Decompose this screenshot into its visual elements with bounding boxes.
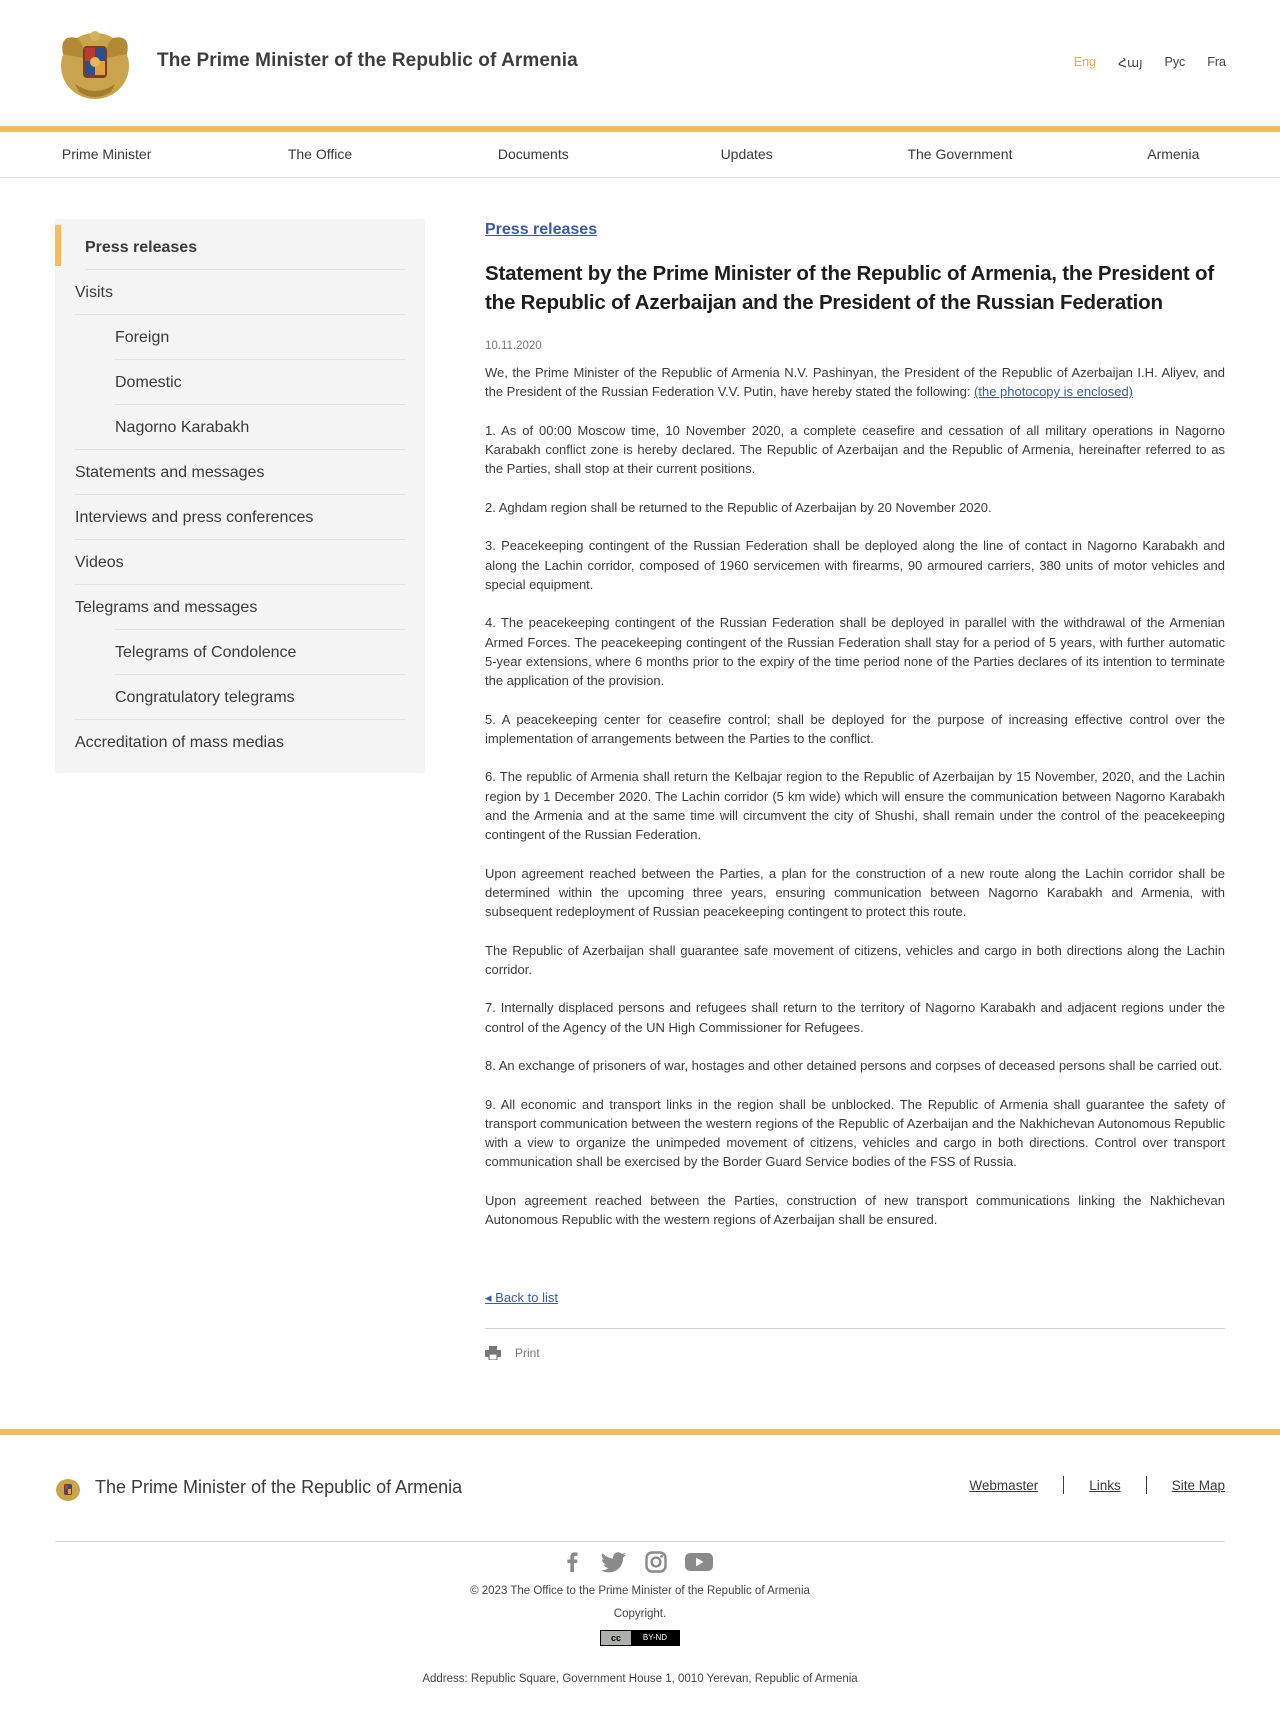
article-date: 10.11.2020 [485, 340, 542, 352]
lang-ru[interactable]: Рус [1164, 55, 1186, 69]
article-paragraph: 4. The peacekeeping contingent of the Russian Federation shall be deployed in parallel with the withdrawal of the Armenian Armed Forces. The peacekeeping contingent of the Russian Federation shall stay for a period of 5 years, with further automatic 5-year extensions, where 6 months prior to the expiry of the time period none of the Parties declares of its intention to terminate the application of the provision. [485, 615, 1225, 688]
nav-prime-minister[interactable]: Prime Minister [61, 146, 152, 162]
nav-the-government[interactable]: The Government [907, 146, 1013, 162]
youtube-icon[interactable] [684, 1550, 714, 1574]
sidebar-item-label: Foreign [115, 329, 170, 346]
sidebar-item-domestic[interactable] [55, 360, 425, 405]
sidebar-item-visits[interactable] [55, 270, 425, 315]
copyright-text: © 2023 The Office to the Prime Minister of the Republic of Armenia [470, 1585, 810, 1597]
article-paragraph: The Republic of Azerbaijan shall guarantee safe movement of citizens, vehicles and cargo in both directions along the Lachin corridor. [485, 942, 1225, 977]
instagram-icon[interactable] [644, 1550, 668, 1574]
active-indicator [55, 225, 61, 266]
sidebar-item-label: Videos [75, 554, 124, 571]
sidebar-item-label: Nagorno Karabakh [115, 419, 250, 436]
back-label: Back to list [491, 1290, 558, 1305]
sidebar-item-press-releases[interactable] [55, 225, 425, 270]
photocopy-link[interactable]: (the photocopy is enclosed) [974, 384, 1134, 400]
lang-hy[interactable]: Հայ [1118, 56, 1143, 70]
nav-documents[interactable]: Documents [497, 146, 569, 162]
cc-license-badge[interactable] [600, 1630, 680, 1646]
article-intro [485, 363, 1225, 401]
sidebar-item-label: Visits [75, 284, 113, 301]
article-paragraph: 8. An exchange of prisoners of war, hostages and other detained persons and corpses of deceased persons shall be carried out. [485, 1058, 1223, 1074]
sidebar-item-label: Telegrams of Condolence [115, 644, 297, 661]
sidebar-item-label: Press releases [85, 239, 198, 256]
article-body [485, 363, 1225, 1249]
sidebar-item-label: Domestic [115, 374, 182, 391]
article-paragraph: Upon agreement reached between the Parties, a plan for the construction of a new route along the Lachin corridor shall be determined within the upcoming three years, ensuring communication between Nagorno Karabakh and Armenia, with subsequent redeployment of Russian peacekeeping contingent to protect this route. [485, 865, 1225, 919]
address: Address: Republic Square, Government House 1, 0010 Yerevan, Republic of Armenia [422, 1673, 858, 1685]
sidebar [55, 219, 425, 773]
article-paragraph: 7. Internally displaced persons and refugees shall return to the territory of Nagorno Karabakh and adjacent regions under the control of the Agency of the UN High Commissioner for Refugees. [485, 1000, 1225, 1035]
twitter-icon[interactable] [600, 1550, 628, 1574]
article-paragraph: 6. The republic of Armenia shall return the Kelbajar region to the Republic of Azerbaijan by 15 November, 2020, and the Lachin region by 1 December 2020. The Lachin corridor (5 km wide) which will ensure the communication between Nagorno Karabakh and the Armenia and at the same time will circumvent the city of Shushi, shall remain under the control of the peacekeeping contingent of the Russian Federation. [485, 769, 1225, 842]
page-title: Statement by the Prime Minister of the Republic of Armenia, the President of the Republic of Azerbaijan and the President of the Russian Federation [485, 262, 1214, 314]
sidebar-item-videos[interactable] [55, 540, 425, 585]
sidebar-item-label: Telegrams and messages [75, 599, 258, 616]
site-header [0, 0, 1280, 126]
article-paragraph: Upon agreement reached between the Parties, construction of new transport communications linking the Nakhichevan Autonomous Republic with the western regions of Azerbaijan shall be ensured. [485, 1192, 1225, 1228]
main-nav [0, 132, 1280, 178]
article-paragraph: 5. A peacekeeping center for ceasefire control; shall be deployed for the purpose of increasing effective control over the implementation of arrangements between the Parties to the conflict. [485, 711, 1225, 746]
cc-badge-right: BY-ND [642, 1633, 668, 1642]
footer-accent-bar [0, 1429, 1280, 1435]
site-title[interactable]: The Prime Minister of the Republic of Armenia [157, 50, 578, 71]
facebook-icon[interactable] [560, 1550, 584, 1574]
sidebar-item-nagorno-karabakh[interactable] [55, 405, 425, 450]
divider [1063, 1476, 1064, 1494]
breadcrumb-press-releases[interactable]: Press releases [485, 221, 598, 238]
footer-links [969, 1476, 1225, 1494]
article-paragraph: 2. Aghdam region shall be returned to the Republic of Azerbaijan by 20 November 2020. [485, 499, 992, 515]
article-paragraph: 1. As of 00:00 Moscow time, 10 November 2020, a complete ceasefire and cessation of all military operations in Nagorno Karabakh conflict zone is hereby declared. The Republic of Azerbaijan and the Republic of Armenia, hereinafter referred to as the Parties, shall stop at their current positions. [485, 422, 1225, 477]
intro-text: We, the Prime Minister of the Republic of Armenia N.V. Pashinyan, the President of the Republic of Azerbaijan I.H. Aliyev, and the President of the Russian Federation V.V. Putin, have hereby stated the following: [485, 365, 1225, 400]
sidebar-item-interviews[interactable] [55, 495, 425, 540]
divider [485, 1328, 1225, 1329]
sidebar-item-telegrams[interactable] [55, 585, 425, 630]
copyright-label: Copyright. [613, 1608, 667, 1620]
back-to-list-link[interactable] [485, 1290, 558, 1306]
lang-eng[interactable]: Eng [1073, 55, 1097, 69]
print-button[interactable] [485, 1346, 540, 1360]
sidebar-item-condolence[interactable] [55, 630, 425, 675]
sidebar-item-accreditation[interactable] [55, 720, 425, 765]
printer-icon [485, 1346, 501, 1360]
footer-link-links[interactable]: Links [1089, 1477, 1121, 1493]
divider [55, 1541, 1225, 1542]
nav-armenia[interactable]: Armenia [1147, 146, 1200, 162]
cc-badge-left: cc [601, 1631, 631, 1645]
nav-updates[interactable]: Updates [720, 146, 773, 162]
coat-of-arms-logo [55, 1476, 81, 1502]
print-label: Print [515, 1346, 540, 1360]
article-paragraph: 3. Peacekeeping contingent of the Russian Federation shall be deployed along the line of contact in Nagorno Karabakh and along the Lachin corridor, composed of 1960 servicemen with firearms, 90 armoured carriers, 380 units of motor vehicles and special equipment. [485, 538, 1225, 592]
footer-link-webmaster[interactable]: Webmaster [969, 1477, 1039, 1493]
sidebar-item-foreign[interactable] [55, 315, 425, 360]
sidebar-item-label: Accreditation of mass medias [75, 734, 284, 751]
back-arrow-icon: ◂ [485, 1290, 492, 1305]
sidebar-item-label: Interviews and press conferences [75, 509, 314, 526]
sidebar-item-label: Statements and messages [75, 464, 265, 481]
language-switcher [1052, 55, 1226, 70]
coat-of-arms-logo[interactable] [55, 24, 135, 102]
footer-link-site-map[interactable]: Site Map [1171, 1477, 1225, 1493]
divider [1146, 1476, 1147, 1494]
lang-fr[interactable]: Fra [1207, 55, 1226, 69]
sidebar-item-congratulatory[interactable] [55, 675, 425, 720]
social-links [560, 1550, 714, 1574]
sidebar-item-statements[interactable] [55, 450, 425, 495]
article-paragraph: 9. All economic and transport links in the region shall be unblocked. The Republic of Armenia shall guarantee the safety of transport communication between the western regions of the Republic of Azerbaijan and the Nakhichevan Autonomous Republic with a view to organize the unimpeded movement of citizens, vehicles and cargo in both directions. Control over transport communication shall be exercised by the Border Guard Service bodies of the FSS of Russia. [485, 1096, 1225, 1170]
footer-title: The Prime Minister of the Republic of Armenia [95, 1477, 463, 1497]
nav-the-office[interactable]: The Office [287, 146, 353, 162]
sidebar-item-label: Congratulatory telegrams [115, 689, 295, 706]
